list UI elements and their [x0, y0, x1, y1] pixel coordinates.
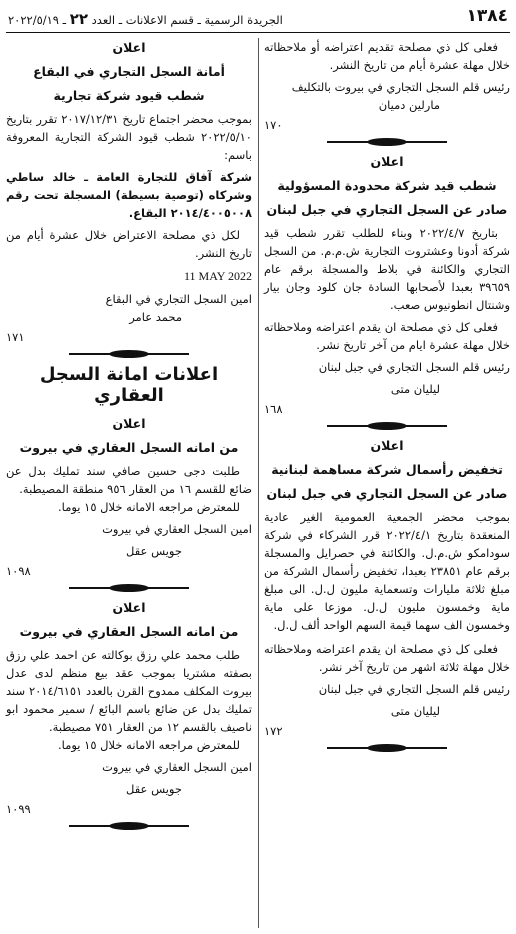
ad-notice-text: لكل ذي مصلحة الاعتراض خلال عشرة أيام من تاريخ النشر.	[6, 228, 252, 260]
continuation-signer: رئيس قلم السجل التجاري في بيروت بالتكليف	[291, 80, 510, 94]
separator-ornament	[327, 744, 447, 752]
ad-number: ١٧٢	[264, 724, 283, 738]
ad-signer: رئيس قلم السجل التجاري في جبل لبنان	[318, 682, 510, 696]
continuation-text: فعلى كل ذي مصلحة تقديم اعتراضه أو ملاحظاته خلال مهلة عشرة أيام من تاريخ النشر.	[264, 40, 510, 72]
right-column	[264, 38, 510, 758]
ad-notice-text: فعلى كل ذي مصلحة ان يقدم اعتراضه وملاحظاته خلال مهلة عشرة ايام من آخر تاريخ نشر.	[264, 320, 510, 352]
page-number: ١٣٨٤	[466, 6, 508, 26]
separator-ornament	[327, 138, 447, 146]
issue-number: ٢٢	[69, 10, 88, 28]
ad-signer: رئيس قلم السجل التجاري في جبل لبنان	[318, 360, 510, 374]
ad-signer-name: جويس عقل	[126, 782, 182, 796]
ad-signer-name: ليليان متى	[390, 382, 440, 396]
header-date: ـ ٢٠٢٢/٥/١٩	[8, 13, 67, 27]
ad-signer: امين السجل التجاري في البقاع	[105, 292, 252, 306]
ad-notice	[6, 598, 252, 816]
left-column	[6, 38, 252, 836]
ad-number: ١٠٩٩	[6, 802, 31, 816]
separator-ornament	[69, 822, 189, 830]
ad-number: ١٧١	[6, 330, 25, 344]
ad-title: من امانه السجل العقاري في بيروت	[19, 624, 239, 639]
ad-body: بموجب محضر اجتماع تاريخ ٢٠١٧/١٢/٣١ تقرر بتاريخ ٢٠٢٢/٥/١٠ شطب قيود الشركة التجارية المعروفة باسم:	[6, 112, 252, 162]
ad-subtitle: صادر عن السجل التجاري في جبل لبنان	[266, 202, 508, 217]
ad-notice	[264, 152, 510, 416]
ad-body: بتاريخ ٢٠٢٢/٤/٧ وبناء للطلب تقرر شطب قيد شركة أدونا وعشتروت التجارية ش.م.م. من السجل التجاري والكائنة في بلاط والمسجلة برقم عام ٣٩٦٥٩ بعبدا لأصحابها السادة جان كلود وجان بيار وشنتال انطونيوس صعب.	[264, 226, 510, 312]
header-info	[8, 10, 283, 28]
ad-number: ١٦٨	[264, 402, 283, 416]
ad-subtitle: شطب قيود شركة تجارية	[53, 88, 205, 103]
ad-notice	[264, 436, 510, 738]
ad-title: شطب قيد شركة محدودة المسؤولية	[277, 178, 497, 193]
ad-title: من امانه السجل العقاري في بيروت	[19, 440, 239, 455]
ad-label: اعلان	[112, 40, 146, 55]
page-header	[6, 6, 510, 33]
ad-title: أمانة السجل التجاري في البقاع	[33, 64, 225, 79]
ad-signer: امين السجل العقاري في بيروت	[102, 522, 252, 536]
ad-date: 11 MAY 2022	[183, 269, 252, 283]
ad-body: طلب محمد علي رزق بوكالته عن احمد علي رزق بصفته مشتريا بموجب عقد بيع منظم لدى عدل بيروت المكلف ممدوح القرن بالعدد ٢٠١٤/٦١٥١ سند تمليك بدل عن ضائع باسم البائع / سمير محمود ابو ناصيف بالقسم ١٢ من العقار ٧٥١ مصيطبة.	[6, 648, 252, 734]
ad-subtitle: صادر عن السجل التجاري في جبل لبنان	[266, 486, 508, 501]
ad-number: ١٠٩٨	[6, 564, 31, 578]
ad-number: ١٧٠	[264, 118, 283, 132]
separator-ornament	[69, 584, 189, 592]
separator-ornament	[69, 350, 189, 358]
ad-label: اعلان	[112, 600, 146, 615]
ad-signer-name: جويس عقل	[126, 544, 182, 558]
ad-body: طلبت دجى حسين صافي سند تمليك بدل عن ضائع للقسم ١٦ من العقار ٩٥٦ منطقة المصيطبة.	[6, 464, 252, 496]
ad-signer-name: محمد عامر	[129, 310, 182, 324]
continuation-signer-name: مارلين دميان	[378, 98, 440, 112]
column-divider	[258, 38, 259, 928]
section-title: اعلانات امانة السجل العقاري	[39, 364, 219, 406]
ad-notice-text: للمعترض مراجعه الامانه خلال ١٥ يوما.	[58, 500, 240, 514]
ad-signer: امين السجل العقاري في بيروت	[102, 760, 252, 774]
ad-body: بموجب محضر الجمعية العمومية الغير عادية المنعقدة بتاريخ ٢٠٢٢/٤/١ قرر الشركاء في شركة سودامكو ش.م.ل. والكائنة في حصرايل والمسجلة برقم عام ٢٣٨٥١ بعبدا، تخفيض رأسمال الشركة من مبلغ ثلاثة مليارات وتسعماية مليون ل.ل. الى مبلغ ماية وخمسون مليون ل.ل. موزعا على ماية وخمسون الف سهما قيمة السهم الواحد ألف ل.ل.	[264, 510, 510, 632]
ad-notice	[6, 414, 252, 578]
ad-label: اعلان	[370, 154, 404, 169]
ad-notice	[6, 38, 252, 344]
ad-label: اعلان	[112, 416, 146, 431]
ad-notice-text: للمعترض مراجعه الامانه خلال ١٥ يوما.	[58, 738, 240, 752]
ad-notice-text: فعلى كل ذي مصلحة ان يقدم اعتراضه وملاحظاته خلال مهلة ثلاثة اشهر من تاريخ آخر نشر.	[264, 642, 510, 674]
ad-signer-name: ليليان متى	[390, 704, 440, 718]
company-name: شركة آفاق للتجارة العامة ـ خالد ساطي وشركاه (توصية بسيطة) المسجلة تحت رقم ٢٠١٤/٤٠٠٥٠٠٨ البقاع.	[6, 170, 252, 220]
ad-title: تخفيض رأسمال شركة مساهمة لبنانية	[271, 462, 503, 477]
header-title: الجريدة الرسمية ـ قسم الاعلانات ـ العدد	[91, 13, 283, 27]
separator-ornament	[327, 422, 447, 430]
ad-label: اعلان	[370, 438, 404, 453]
